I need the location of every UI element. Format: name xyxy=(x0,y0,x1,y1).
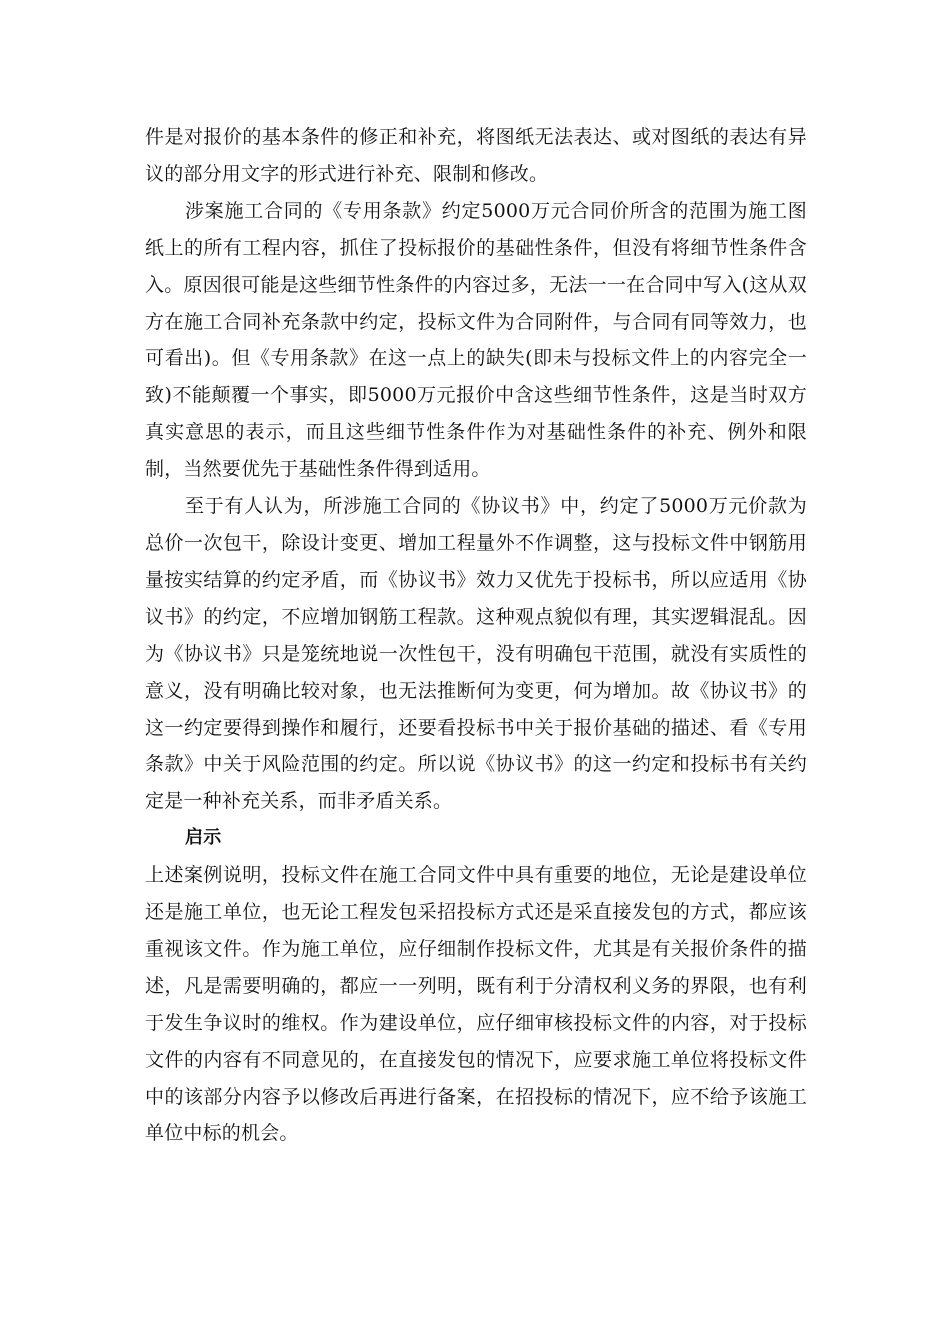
section-heading: 启示 xyxy=(185,827,222,849)
paragraph-agreement-argument: 至于有人认为，所涉施工合同的《协议书》中，约定了5000万元价款为总价一次包干，除设计变更、增加工程量外不作调整，这与投标文件中钢筋用量按实结算的约定矛盾，而《协议书》效力又优先于投标书，所以应适用《协议书》的约定，不应增加钢筋工程款。这种观点貌似有理，其实逻辑混乱。因为《协议书》只是笼统地说一次性包干，没有明确包干范围，就没有实质性的意义，没有明确比较对象，也无法推断何为变更，何为增加。故《协议书》的这一约定要得到操作和履行，还要看投标书中关于报价基础的描述、看《专用条款》中关于风险范围的约定。所以说《协议书》的这一约定和投标书有关约定是一种补充关系，而非矛盾关系。 xyxy=(145,495,807,813)
paragraph-special-terms: 涉案施工合同的《专用条款》约定5000万元合同价所含的范围为施工图纸上的所有工程内容，抓住了投标报价的基础性条件，但没有将细节性条件含入。原因很可能是这些细节性条件的内容过多，无法一一在合同中写入(这从双方在施工合同补充条款中约定，投标文件为合同附件，与合同有同等效力，也可看出)。但《专用条款》在这一点上的缺失(即未与投标文件上的内容完全一致)不能颠覆一个事实，即5000万元报价中含这些细节性条件，这是当时双方真实意思的表示，而且这些细节性条件作为对基础性条件的补充、例外和限制，当然要优先于基础性条件得到适用。 xyxy=(145,199,807,481)
document-body xyxy=(145,119,807,1152)
paragraph-continuation: 件是对报价的基本条件的修正和补充，将图纸无法表达、或对图纸的表达有异议的部分用文字的形式进行补充、限制和修改。 xyxy=(145,126,807,185)
paragraph-conclusion: 上述案例说明，投标文件在施工合同文件中具有重要的地位，无论是建设单位还是施工单位，也无论工程发包采招投标方式还是采直接发包的方式，都应该重视该文件。作为施工单位，应仔细制作投标文件，尤其是有关报价条件的描述，凡是需要明确的，都应一一列明，既有利于分清权利义务的界限，也有利于发生争议时的维权。作为建设单位，应仔细审核投标文件的内容，对于投标文件的内容有不同意见的，在直接发包的情况下，应要求施工单位将投标文件中的该部分内容予以修改后再进行备案，在招投标的情况下，应不给予该施工单位中标的机会。 xyxy=(145,864,807,1145)
